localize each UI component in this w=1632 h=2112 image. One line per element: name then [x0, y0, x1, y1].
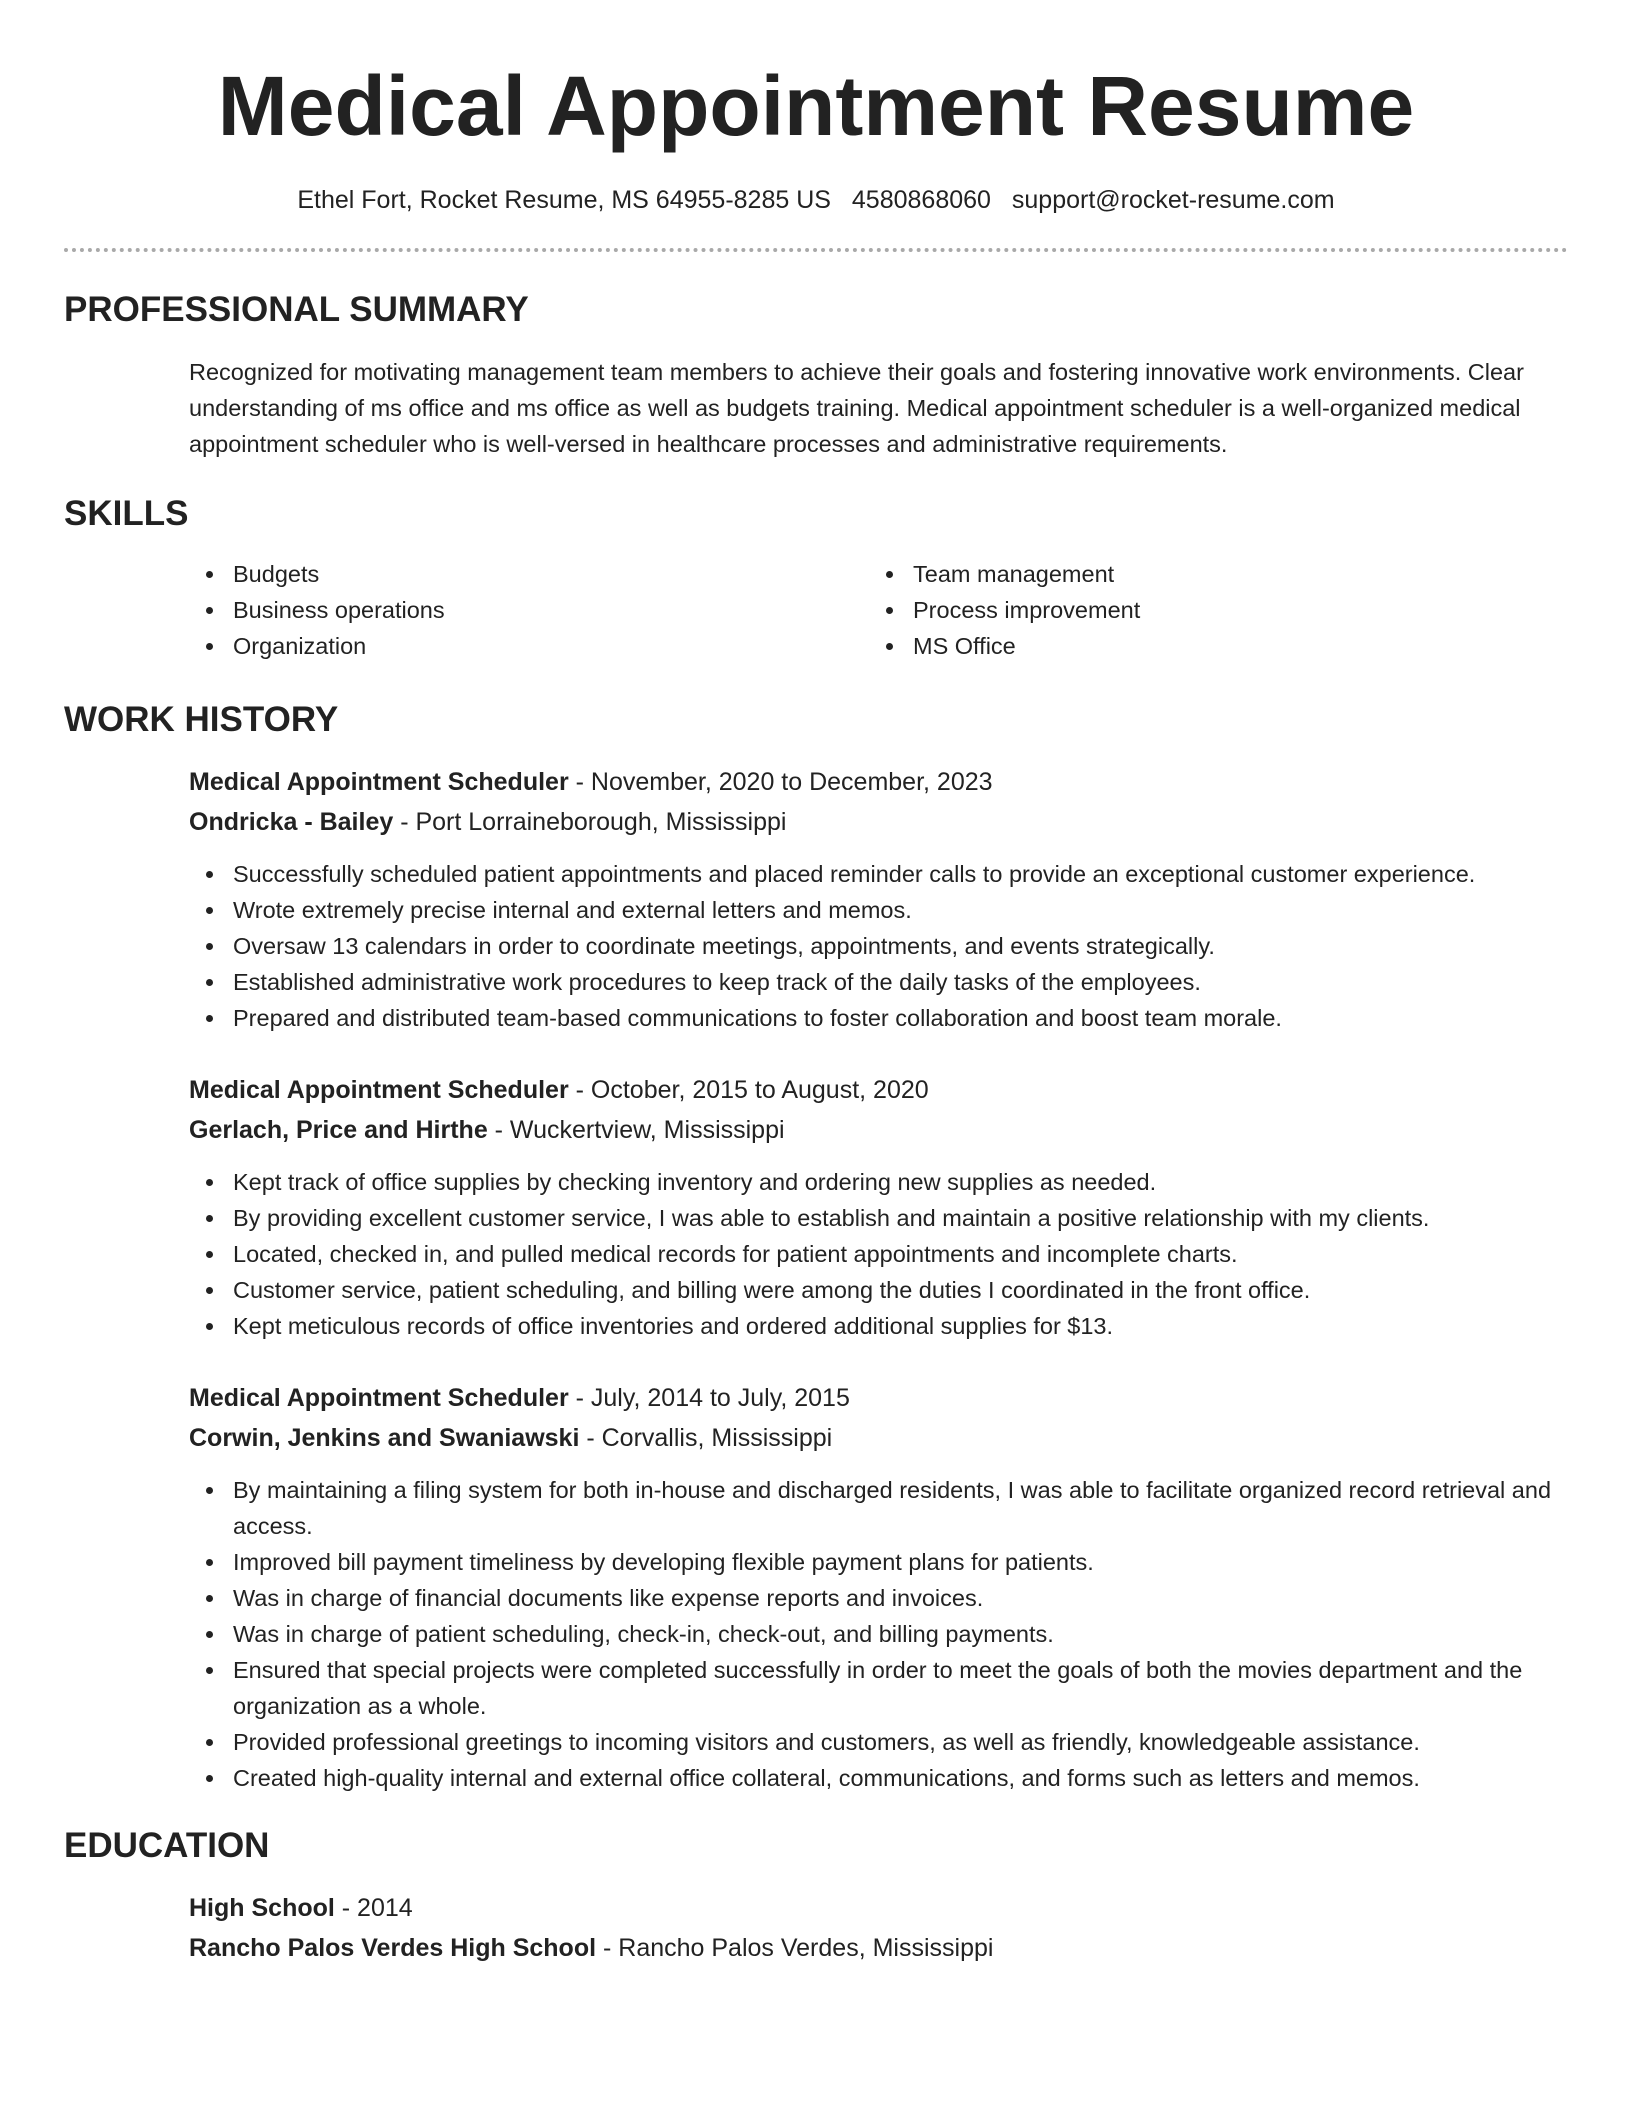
- job-dates: - July, 2014 to July, 2015: [568, 1384, 850, 1412]
- education-school: Rancho Palos Verdes High School: [189, 1934, 597, 1962]
- education-location: - Rancho Palos Verdes, Mississippi: [596, 1934, 994, 1962]
- education-entry: [189, 1888, 1568, 1968]
- contact-line: [64, 184, 1568, 216]
- job-bullets: [189, 856, 1568, 1036]
- job-title: Medical Appointment Scheduler: [189, 768, 569, 796]
- skills-section: [64, 494, 1568, 664]
- job-company-line: [189, 1110, 1568, 1150]
- job-company: Gerlach, Price and Hirthe: [189, 1116, 488, 1144]
- job-bullet: Customer service, patient scheduling, and billing were among the duties I coordinated in the front office.: [189, 1272, 1568, 1308]
- work-history-section: [64, 700, 1568, 1796]
- job-bullet: Kept track of office supplies by checking inventory and ordering new supplies as needed.: [189, 1164, 1568, 1200]
- skill-item: Organization: [189, 628, 869, 664]
- job-bullet: Wrote extremely precise internal and external letters and memos.: [189, 892, 1568, 928]
- contact-phone: 4580868060: [851, 186, 991, 214]
- job-location: - Port Lorraineborough, Mississippi: [393, 808, 787, 836]
- education-school-line: [189, 1928, 1568, 1968]
- job-bullets: [189, 1472, 1568, 1796]
- job-company: Corwin, Jenkins and Swaniawski: [189, 1424, 580, 1452]
- job-entry: [189, 1378, 1568, 1796]
- skill-item: Process improvement: [869, 592, 1568, 628]
- header-divider: [64, 248, 1568, 252]
- resume-title: Medical Appointment Resume: [217, 59, 1415, 153]
- job-bullets: [189, 1164, 1568, 1344]
- job-title: Medical Appointment Scheduler: [189, 1384, 569, 1412]
- skills-heading: SKILLS: [64, 494, 189, 533]
- summary-heading: PROFESSIONAL SUMMARY: [64, 290, 529, 329]
- job-bullet: Kept meticulous records of office inventories and ordered additional supplies for $13.: [189, 1308, 1568, 1344]
- job-entry: [189, 1070, 1568, 1344]
- job-bullet: Was in charge of patient scheduling, check-in, check-out, and billing payments.: [189, 1616, 1568, 1652]
- job-bullet: Provided professional greetings to incoming visitors and customers, as well as friendly, knowledgeable assistance.: [189, 1724, 1568, 1760]
- job-bullet: By providing excellent customer service, I was able to establish and maintain a positive relationship with my clients.: [189, 1200, 1568, 1236]
- job-location: - Wuckertview, Mississippi: [487, 1116, 785, 1144]
- job-bullet: Located, checked in, and pulled medical records for patient appointments and incomplete charts.: [189, 1236, 1568, 1272]
- contact-address: Ethel Fort, Rocket Resume, MS 64955-8285 US: [297, 186, 831, 214]
- contact-email: support@rocket-resume.com: [1011, 186, 1335, 214]
- skill-item: Budgets: [189, 556, 869, 592]
- education-year: - 2014: [334, 1894, 413, 1922]
- work-history-heading: WORK HISTORY: [64, 700, 339, 739]
- job-entry: [189, 762, 1568, 1036]
- skill-item: Team management: [869, 556, 1568, 592]
- summary-section: [64, 290, 1568, 462]
- job-title-line: [189, 1378, 1568, 1418]
- education-degree: High School: [189, 1894, 335, 1922]
- job-location: - Corvallis, Mississippi: [579, 1424, 833, 1452]
- job-bullet: Improved bill payment timeliness by developing flexible payment plans for patients.: [189, 1544, 1568, 1580]
- job-bullet: Ensured that special projects were completed successfully in order to meet the goals of both the movies department and the organization as a whole.: [189, 1652, 1568, 1724]
- education-heading: EDUCATION: [64, 1826, 270, 1865]
- job-bullet: Successfully scheduled patient appointments and placed reminder calls to provide an exceptional customer experience.: [189, 856, 1568, 892]
- skills-list: [189, 556, 1568, 664]
- summary-text: Recognized for motivating management team members to achieve their goals and fostering innovative work environments. Clear understanding of ms office and ms office as well as budgets training. Medical appointment scheduler is a well-organized medical appointment scheduler who is well-versed in healthcare processes and administrative requirements.: [189, 359, 1524, 457]
- skill-item: MS Office: [869, 628, 1568, 664]
- job-bullet: Was in charge of financial documents like expense reports and invoices.: [189, 1580, 1568, 1616]
- job-bullet: Created high-quality internal and external office collateral, communications, and forms such as letters and memos.: [189, 1760, 1568, 1796]
- job-bullet: Oversaw 13 calendars in order to coordinate meetings, appointments, and events strategically.: [189, 928, 1568, 964]
- education-section: [64, 1826, 1568, 1968]
- job-bullet: Established administrative work procedures to keep track of the daily tasks of the employees.: [189, 964, 1568, 1000]
- job-dates: - October, 2015 to August, 2020: [568, 1076, 929, 1104]
- job-title: Medical Appointment Scheduler: [189, 1076, 569, 1104]
- job-bullet: By maintaining a filing system for both in-house and discharged residents, I was able to facilitate organized record retrieval and access.: [189, 1472, 1568, 1544]
- job-company-line: [189, 1418, 1568, 1458]
- job-bullet: Prepared and distributed team-based communications to foster collaboration and boost team morale.: [189, 1000, 1568, 1036]
- skill-item: Business operations: [189, 592, 869, 628]
- job-company-line: [189, 802, 1568, 842]
- education-degree-line: [189, 1888, 1568, 1928]
- job-title-line: [189, 762, 1568, 802]
- job-title-line: [189, 1070, 1568, 1110]
- job-dates: - November, 2020 to December, 2023: [568, 768, 993, 796]
- job-company: Ondricka - Bailey: [189, 808, 394, 836]
